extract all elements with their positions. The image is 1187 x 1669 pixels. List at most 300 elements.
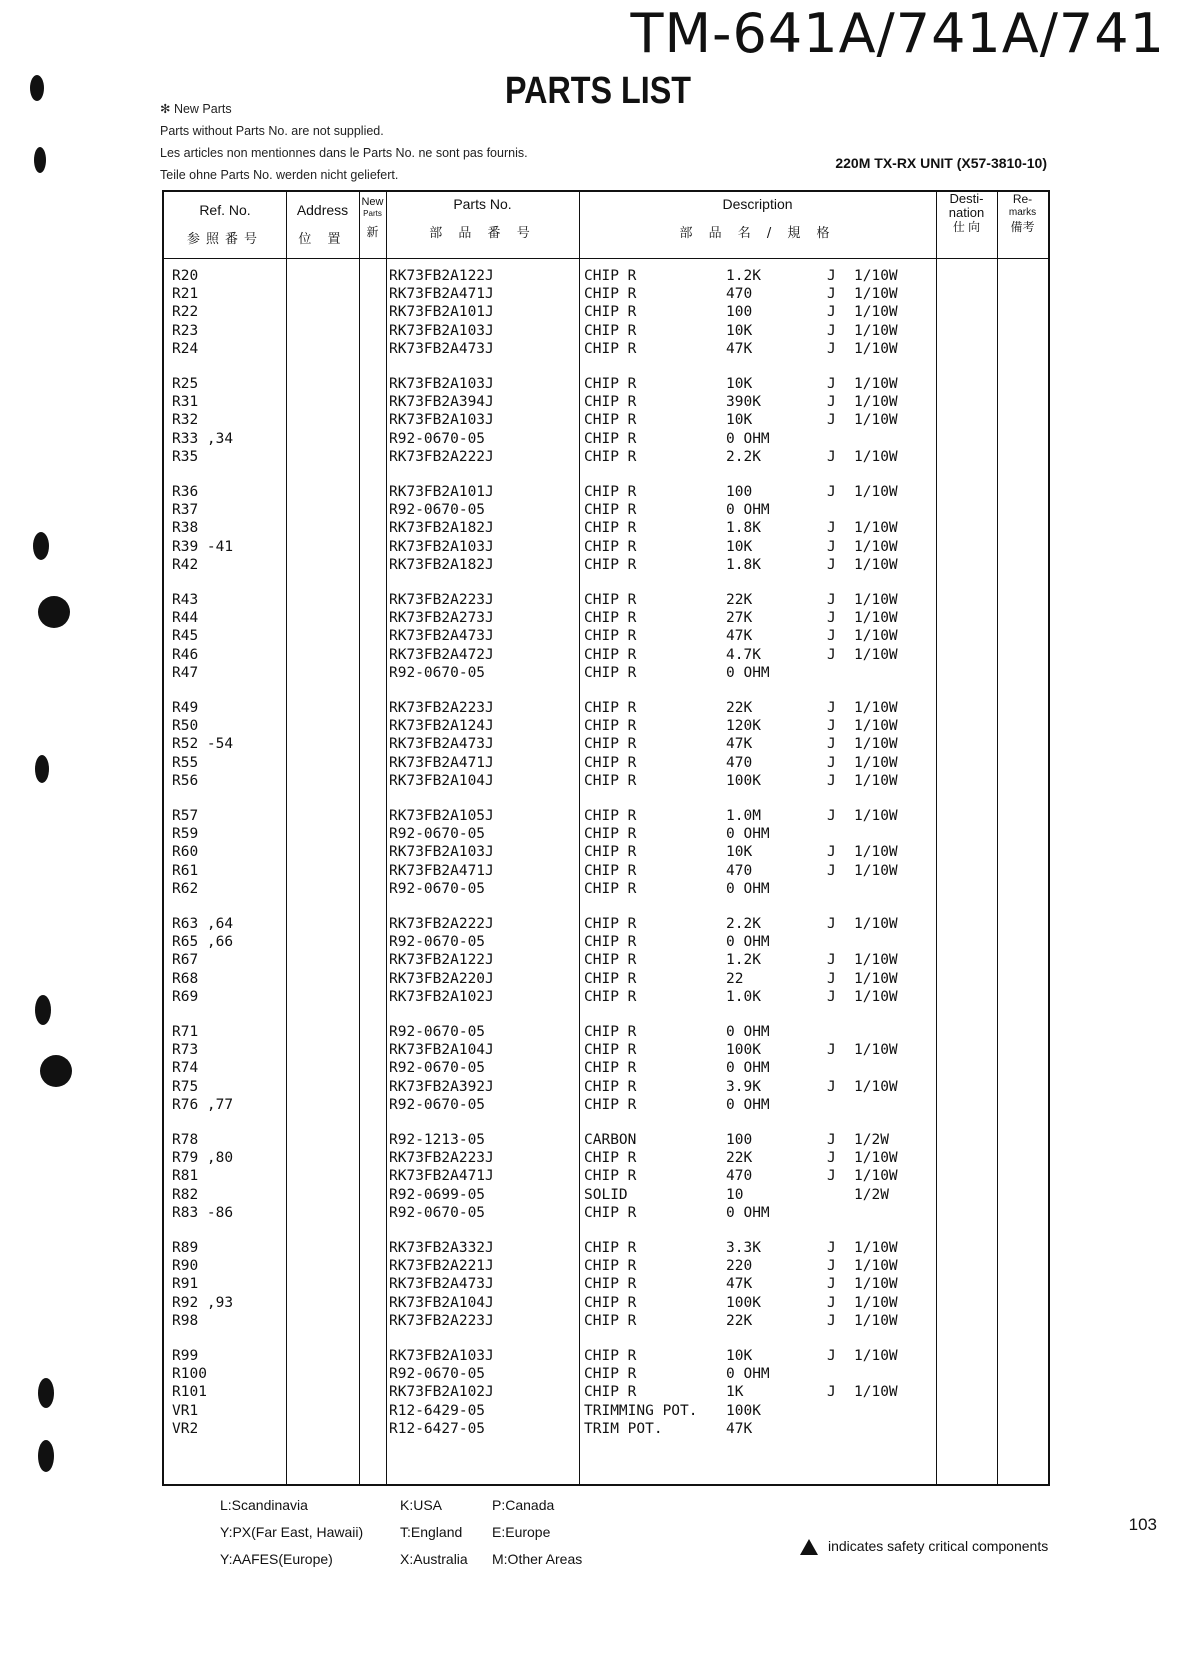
description-cell: CHIP R xyxy=(584,502,637,519)
tolerance-cell: J xyxy=(827,628,836,645)
description-cell: CHIP R xyxy=(584,916,637,932)
legend-col-1 xyxy=(220,1492,363,1573)
description-cell: CHIP R xyxy=(584,1060,637,1077)
value-cell: 0 OHM xyxy=(726,1096,770,1113)
description-cell: SOLID xyxy=(584,1186,628,1203)
tolerance-cell: J xyxy=(827,1042,836,1059)
legend-item: M:Other Areas xyxy=(492,1551,583,1567)
value-cell: 47K xyxy=(726,340,753,357)
note-line: Parts without Parts No. are not supplied. xyxy=(160,124,384,138)
part-number-cell: RK73FB2A103J xyxy=(389,538,494,555)
binder-hole xyxy=(38,596,70,628)
binder-hole xyxy=(40,1055,72,1087)
legend-item: Y:AAFES(Europe) xyxy=(220,1551,333,1567)
parts-row xyxy=(164,539,1048,557)
description-cell: CHIP R xyxy=(584,952,637,969)
description-cell: CHIP R xyxy=(584,430,637,447)
description-cell: CHIP R xyxy=(584,520,637,537)
ref-cell: R50 xyxy=(172,718,199,735)
description-cell: CHIP R xyxy=(584,1276,637,1293)
parts-row xyxy=(164,1366,1048,1384)
value-cell: 4.7K xyxy=(726,646,761,663)
description-cell: CHIP R xyxy=(584,700,637,716)
value-cell: 47K xyxy=(726,736,753,753)
parts-row xyxy=(164,989,1048,1007)
description-cell: CHIP R xyxy=(584,592,637,608)
ref-cell: R90 xyxy=(172,1258,199,1275)
description-cell: CHIP R xyxy=(584,538,637,555)
parts-row xyxy=(164,610,1048,628)
part-number-cell: RK73FB2A101J xyxy=(389,304,494,321)
value-cell: 100K xyxy=(726,1294,761,1311)
rating-cell: 1/10W xyxy=(854,808,898,824)
part-number-cell: R92-0670-05 xyxy=(389,934,486,951)
description-cell: TRIM POT. xyxy=(584,1420,663,1437)
rating-cell: 1/10W xyxy=(854,646,898,663)
ref-cell: R60 xyxy=(172,844,199,861)
description-cell: CHIP R xyxy=(584,880,637,897)
warning-triangle-icon xyxy=(800,1539,818,1555)
ref-cell: R52 -54 xyxy=(172,736,234,753)
ref-cell: R33 ,34 xyxy=(172,430,234,447)
description-cell: CHIP R xyxy=(584,1312,637,1329)
part-number-cell: R92-0670-05 xyxy=(389,880,486,897)
part-number-cell: RK73FB2A122J xyxy=(389,952,494,969)
header-new xyxy=(359,196,386,238)
value-cell: 100K xyxy=(726,1402,761,1419)
description-cell: CHIP R xyxy=(584,826,637,843)
part-number-cell: RK73FB2A332J xyxy=(389,1240,494,1256)
parts-row xyxy=(164,1421,1048,1439)
tolerance-cell: J xyxy=(827,988,836,1005)
parts-row xyxy=(164,502,1048,520)
part-number-cell: RK73FB2A104J xyxy=(389,1294,494,1311)
header-parts-jp: 部 品 番 号 xyxy=(429,226,536,241)
tolerance-cell: J xyxy=(827,268,836,284)
ref-cell: R37 xyxy=(172,502,199,519)
rating-cell: 1/10W xyxy=(854,610,898,627)
value-cell: 100 xyxy=(726,484,753,500)
header-destination-label: Desti- xyxy=(949,191,984,206)
tolerance-cell: J xyxy=(827,376,836,392)
description-cell: CHIP R xyxy=(584,736,637,753)
parts-row xyxy=(164,323,1048,341)
value-cell: 27K xyxy=(726,610,753,627)
description-cell: CHIP R xyxy=(584,484,637,500)
ref-cell: R73 xyxy=(172,1042,199,1059)
ref-cell: R43 xyxy=(172,592,199,608)
part-number-cell: R92-0670-05 xyxy=(389,1060,486,1077)
description-cell: CHIP R xyxy=(584,862,637,879)
description-cell: CHIP R xyxy=(584,1240,637,1256)
part-number-cell: RK73FB2A221J xyxy=(389,1258,494,1275)
value-cell: 100 xyxy=(726,1132,753,1148)
value-cell: 3.3K xyxy=(726,1240,761,1256)
ref-cell: R76 ,77 xyxy=(172,1096,234,1113)
legend-item: E:Europe xyxy=(492,1524,551,1540)
tolerance-cell: J xyxy=(827,952,836,969)
ref-cell: R32 xyxy=(172,412,199,429)
header-new-sub: Parts xyxy=(363,209,382,218)
part-number-cell: R92-0670-05 xyxy=(389,502,486,519)
description-cell: CHIP R xyxy=(584,646,637,663)
parts-row xyxy=(164,1168,1048,1186)
description-cell: CHIP R xyxy=(584,556,637,573)
ref-cell: R81 xyxy=(172,1168,199,1185)
tolerance-cell: J xyxy=(827,844,836,861)
ref-cell: R45 xyxy=(172,628,199,645)
header-destination xyxy=(936,192,997,234)
parts-row xyxy=(164,286,1048,304)
part-number-cell: RK73FB2A471J xyxy=(389,286,494,303)
tolerance-cell: J xyxy=(827,1384,836,1401)
value-cell: 0 OHM xyxy=(726,1060,770,1077)
tolerance-cell: J xyxy=(827,1150,836,1167)
part-number-cell: RK73FB2A223J xyxy=(389,700,494,716)
part-number-cell: RK73FB2A473J xyxy=(389,340,494,357)
legend-col-2 xyxy=(400,1492,468,1573)
rating-cell: 1/2W xyxy=(854,1132,889,1148)
parts-row xyxy=(164,916,1048,934)
safety-note xyxy=(800,1538,1048,1555)
parts-row xyxy=(164,1384,1048,1402)
tolerance-cell: J xyxy=(827,970,836,987)
value-cell: 10K xyxy=(726,376,753,392)
header-remarks-label-2: marks xyxy=(1008,207,1037,218)
page-number: 103 xyxy=(1128,1515,1157,1534)
part-number-cell: RK73FB2A471J xyxy=(389,1168,494,1185)
value-cell: 22K xyxy=(726,1150,753,1167)
rating-cell: 1/10W xyxy=(854,736,898,753)
tolerance-cell: J xyxy=(827,1348,836,1364)
tolerance-cell: J xyxy=(827,304,836,321)
tolerance-cell: J xyxy=(827,556,836,573)
ref-cell: R23 xyxy=(172,322,199,339)
ref-cell: R42 xyxy=(172,556,199,573)
ref-cell: R78 xyxy=(172,1132,199,1148)
part-number-cell: RK73FB2A102J xyxy=(389,1384,494,1401)
notes xyxy=(160,98,528,186)
parts-row xyxy=(164,718,1048,736)
ref-cell: R20 xyxy=(172,268,199,284)
binder-hole xyxy=(38,1378,54,1408)
legend-item: L:Scandinavia xyxy=(220,1497,308,1513)
part-number-cell: RK73FB2A223J xyxy=(389,1150,494,1167)
header-new-label: New xyxy=(361,196,384,208)
part-number-cell: RK73FB2A392J xyxy=(389,1078,494,1095)
parts-row xyxy=(164,647,1048,665)
header-destination-jp: 仕 向 xyxy=(952,220,981,234)
parts-row xyxy=(164,952,1048,970)
description-cell: CHIP R xyxy=(584,1168,637,1185)
description-cell: CHIP R xyxy=(584,628,637,645)
rating-cell: 1/2W xyxy=(854,1186,889,1203)
header-parts-label: Parts No. xyxy=(453,196,512,212)
rating-cell: 1/10W xyxy=(854,628,898,645)
note-line: ✻ New Parts xyxy=(160,102,232,116)
description-cell: CHIP R xyxy=(584,1294,637,1311)
part-number-cell: RK73FB2A471J xyxy=(389,754,494,771)
header-description-label: Description xyxy=(722,196,793,212)
tolerance-cell: J xyxy=(827,520,836,537)
part-number-cell: RK73FB2A273J xyxy=(389,610,494,627)
tolerance-cell: J xyxy=(827,592,836,608)
header-address xyxy=(286,202,359,247)
value-cell: 1.0K xyxy=(726,988,761,1005)
header-description xyxy=(579,196,936,241)
page-title: PARTS LIST xyxy=(505,70,692,112)
ref-cell: R55 xyxy=(172,754,199,771)
value-cell: 0 OHM xyxy=(726,1366,770,1383)
ref-cell: R35 xyxy=(172,448,199,465)
description-cell: CARBON xyxy=(584,1132,637,1148)
tolerance-cell: J xyxy=(827,1312,836,1329)
description-cell: TRIMMING POT. xyxy=(584,1402,698,1419)
value-cell: 0 OHM xyxy=(726,880,770,897)
legend-item: Y:PX(Far East, Hawaii) xyxy=(220,1524,364,1540)
value-cell: 0 OHM xyxy=(726,1204,770,1221)
part-number-cell: RK73FB2A105J xyxy=(389,808,494,824)
ref-cell: R57 xyxy=(172,808,199,824)
description-cell: CHIP R xyxy=(584,1078,637,1095)
parts-row xyxy=(164,700,1048,718)
tolerance-cell: J xyxy=(827,610,836,627)
legend-item: P:Canada xyxy=(492,1497,555,1513)
description-cell: CHIP R xyxy=(584,718,637,735)
binder-hole xyxy=(35,755,49,783)
tolerance-cell: J xyxy=(827,340,836,357)
ref-cell: R71 xyxy=(172,1024,199,1040)
parts-row xyxy=(164,1240,1048,1258)
parts-row xyxy=(164,1295,1048,1313)
rating-cell: 1/10W xyxy=(854,844,898,861)
legend-item: K:USA xyxy=(400,1497,443,1513)
value-cell: 2.2K xyxy=(726,448,761,465)
value-cell: 2.2K xyxy=(726,916,761,932)
rating-cell: 1/10W xyxy=(854,1078,898,1095)
description-cell: CHIP R xyxy=(584,1024,637,1040)
rating-cell: 1/10W xyxy=(854,952,898,969)
part-number-cell: R92-1213-05 xyxy=(389,1132,486,1148)
rating-cell: 1/10W xyxy=(854,1276,898,1293)
description-cell: CHIP R xyxy=(584,664,637,681)
tolerance-cell: J xyxy=(827,1276,836,1293)
parts-row xyxy=(164,1042,1048,1060)
ref-cell: R91 xyxy=(172,1276,199,1293)
description-cell: CHIP R xyxy=(584,1384,637,1401)
ref-cell: R75 xyxy=(172,1078,199,1095)
rating-cell: 1/10W xyxy=(854,520,898,537)
parts-row xyxy=(164,755,1048,773)
ref-cell: R99 xyxy=(172,1348,199,1364)
part-number-cell: RK73FB2A473J xyxy=(389,1276,494,1293)
tolerance-cell: J xyxy=(827,538,836,555)
parts-row xyxy=(164,484,1048,502)
value-cell: 47K xyxy=(726,1276,753,1293)
value-cell: 1.8K xyxy=(726,520,761,537)
part-number-cell: RK73FB2A103J xyxy=(389,376,494,392)
value-cell: 3.9K xyxy=(726,1078,761,1095)
value-cell: 1.2K xyxy=(726,952,761,969)
parts-row xyxy=(164,1060,1048,1078)
parts-row xyxy=(164,449,1048,467)
rating-cell: 1/10W xyxy=(854,1348,898,1364)
value-cell: 10K xyxy=(726,538,753,555)
rating-cell: 1/10W xyxy=(854,592,898,608)
rating-cell: 1/10W xyxy=(854,970,898,987)
value-cell: 1.0M xyxy=(726,808,761,824)
rating-cell: 1/10W xyxy=(854,772,898,789)
ref-cell: R100 xyxy=(172,1366,207,1383)
rating-cell: 1/10W xyxy=(854,538,898,555)
tolerance-cell: J xyxy=(827,736,836,753)
ref-cell: R61 xyxy=(172,862,199,879)
header-divider xyxy=(164,258,1048,259)
parts-row xyxy=(164,520,1048,538)
part-number-cell: RK73FB2A103J xyxy=(389,844,494,861)
ref-cell: R56 xyxy=(172,772,199,789)
value-cell: 470 xyxy=(726,862,753,879)
parts-row xyxy=(164,1150,1048,1168)
part-number-cell: RK73FB2A104J xyxy=(389,1042,494,1059)
part-number-cell: R92-0670-05 xyxy=(389,1204,486,1221)
description-cell: CHIP R xyxy=(584,844,637,861)
rating-cell: 1/10W xyxy=(854,394,898,411)
part-number-cell: RK73FB2A471J xyxy=(389,862,494,879)
part-number-cell: RK73FB2A223J xyxy=(389,1312,494,1329)
ref-cell: R68 xyxy=(172,970,199,987)
ref-cell: R62 xyxy=(172,880,199,897)
description-cell: CHIP R xyxy=(584,1204,637,1221)
part-number-cell: R12-6429-05 xyxy=(389,1402,486,1419)
value-cell: 22K xyxy=(726,1312,753,1329)
ref-cell: R38 xyxy=(172,520,199,537)
description-cell: CHIP R xyxy=(584,1348,637,1364)
ref-cell: VR2 xyxy=(172,1420,199,1437)
part-number-cell: R92-0670-05 xyxy=(389,826,486,843)
header-remarks xyxy=(997,192,1048,234)
value-cell: 10 xyxy=(726,1186,744,1203)
description-cell: CHIP R xyxy=(584,340,637,357)
value-cell: 10K xyxy=(726,844,753,861)
parts-row xyxy=(164,1313,1048,1331)
legend-col-3 xyxy=(492,1492,582,1573)
header-remarks-jp: 備考 xyxy=(1010,220,1035,234)
ref-cell: R49 xyxy=(172,700,199,716)
rating-cell: 1/10W xyxy=(854,700,898,716)
value-cell: 22K xyxy=(726,700,753,716)
header-address-jp: 位 置 xyxy=(298,232,347,247)
description-cell: CHIP R xyxy=(584,1150,637,1167)
part-number-cell: R92-0670-05 xyxy=(389,1096,486,1113)
ref-cell: R92 ,93 xyxy=(172,1294,234,1311)
rating-cell: 1/10W xyxy=(854,556,898,573)
value-cell: 0 OHM xyxy=(726,502,770,519)
value-cell: 1.8K xyxy=(726,556,761,573)
parts-row xyxy=(164,1348,1048,1366)
ref-cell: R82 xyxy=(172,1186,199,1203)
part-number-cell: RK73FB2A103J xyxy=(389,322,494,339)
part-number-cell: RK73FB2A122J xyxy=(389,268,494,284)
rating-cell: 1/10W xyxy=(854,1240,898,1256)
rating-cell: 1/10W xyxy=(854,1258,898,1275)
description-cell: CHIP R xyxy=(584,808,637,824)
header-ref-jp: 参照番号 xyxy=(186,232,263,247)
description-cell: CHIP R xyxy=(584,1042,637,1059)
tolerance-cell: J xyxy=(827,718,836,735)
description-cell: CHIP R xyxy=(584,304,637,321)
value-cell: 10K xyxy=(726,1348,753,1364)
header-parts xyxy=(386,196,579,241)
parts-row xyxy=(164,592,1048,610)
parts-row xyxy=(164,1079,1048,1097)
parts-row xyxy=(164,736,1048,754)
rating-cell: 1/10W xyxy=(854,718,898,735)
tolerance-cell: J xyxy=(827,412,836,429)
parts-row xyxy=(164,1097,1048,1115)
part-number-cell: RK73FB2A102J xyxy=(389,988,494,1005)
rating-cell: 1/10W xyxy=(854,916,898,932)
part-number-cell: RK73FB2A101J xyxy=(389,484,494,500)
tolerance-cell: J xyxy=(827,286,836,303)
value-cell: 0 OHM xyxy=(726,1024,770,1040)
tolerance-cell: J xyxy=(827,394,836,411)
ref-cell: R101 xyxy=(172,1384,207,1401)
value-cell: 0 OHM xyxy=(726,664,770,681)
description-cell: CHIP R xyxy=(584,394,637,411)
header-new-jp: 新 xyxy=(366,225,379,239)
rating-cell: 1/10W xyxy=(854,988,898,1005)
part-number-cell: RK73FB2A220J xyxy=(389,970,494,987)
rating-cell: 1/10W xyxy=(854,484,898,500)
legend-item: X:Australia xyxy=(400,1551,468,1567)
part-number-cell: RK73FB2A124J xyxy=(389,718,494,735)
note-line: Teile ohne Parts No. werden nicht geliefert. xyxy=(160,168,399,182)
rating-cell: 1/10W xyxy=(854,1150,898,1167)
description-cell: CHIP R xyxy=(584,610,637,627)
value-cell: 0 OHM xyxy=(726,826,770,843)
description-cell: CHIP R xyxy=(584,970,637,987)
part-number-cell: R92-0670-05 xyxy=(389,1024,486,1040)
description-cell: CHIP R xyxy=(584,1366,637,1383)
ref-cell: R59 xyxy=(172,826,199,843)
value-cell: 10K xyxy=(726,322,753,339)
part-number-cell: RK73FB2A103J xyxy=(389,1348,494,1364)
header-description-jp: 部 品 名 / 規 格 xyxy=(679,226,836,241)
ref-cell: R44 xyxy=(172,610,199,627)
value-cell: 22K xyxy=(726,592,753,608)
rating-cell: 1/10W xyxy=(854,322,898,339)
binder-hole xyxy=(35,995,51,1025)
value-cell: 470 xyxy=(726,754,753,771)
description-cell: CHIP R xyxy=(584,286,637,303)
description-cell: CHIP R xyxy=(584,448,637,465)
ref-cell: R63 ,64 xyxy=(172,916,234,932)
rating-cell: 1/10W xyxy=(854,304,898,321)
ref-cell: R67 xyxy=(172,952,199,969)
part-number-cell: R92-0670-05 xyxy=(389,1366,486,1383)
value-cell: 0 OHM xyxy=(726,430,770,447)
tolerance-cell: J xyxy=(827,1294,836,1311)
part-number-cell: RK73FB2A103J xyxy=(389,412,494,429)
tolerance-cell: J xyxy=(827,1258,836,1275)
tolerance-cell: J xyxy=(827,1240,836,1256)
description-cell: CHIP R xyxy=(584,1258,637,1275)
rating-cell: 1/10W xyxy=(854,340,898,357)
parts-row xyxy=(164,268,1048,286)
legend-item: T:England xyxy=(400,1524,463,1540)
parts-row xyxy=(164,431,1048,449)
